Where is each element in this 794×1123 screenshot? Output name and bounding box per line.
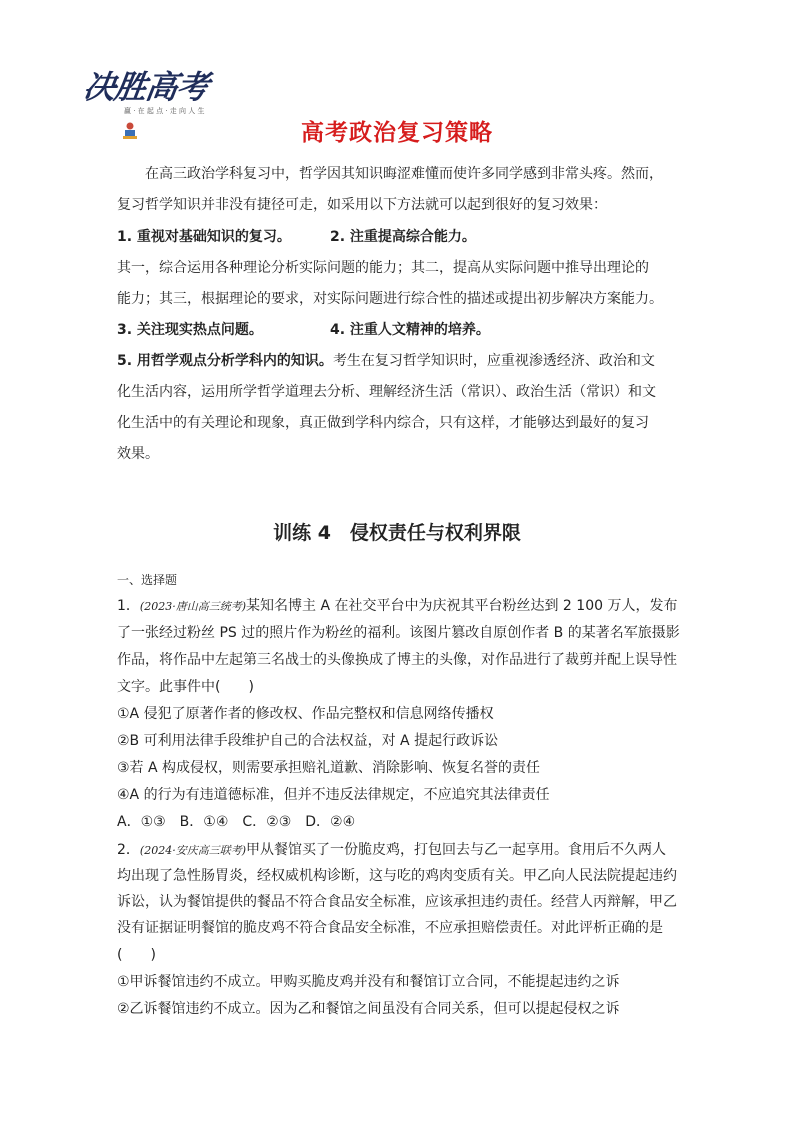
point-5-text: 考生在复习哲学知识时，应重视渗透经济、政治和文 — [332, 353, 655, 369]
intro-line-1: 在高三政治学科复习中，哲学因其知识晦涩难懂而使许多同学感到非常头疼。然而， — [145, 166, 663, 182]
point-5-heading: 5. 用哲学观点分析学科内的知识。 — [117, 353, 333, 369]
point-4: 4. 注重人文精神的培养。 — [330, 322, 490, 338]
point-5-line-1 — [117, 351, 677, 371]
q2-text-1: 甲从餐馆买了一份脆皮鸡，打包回去与乙一起享用。食用后不久两人 — [246, 842, 666, 858]
q1-option-2: ②B 可利用法律手段维护自己的合法权益，对 A 提起行政诉讼 — [117, 733, 499, 749]
q1-source: (2023·唐山高三统考) — [139, 600, 246, 613]
q2-number: 2． — [117, 842, 140, 858]
q1-number: 1． — [117, 598, 140, 614]
q2-line-3: 诉讼，认为餐馆提供的餐品不符合食品安全标准，应该承担违约责任。经营人丙辩解，甲乙 — [117, 894, 677, 910]
intro-line-2: 复习哲学知识并非没有捷径可走，如采用以下方法就可以起到很好的复习效果： — [117, 197, 607, 213]
section-label: 一、选择题 — [117, 573, 178, 587]
point-5-line-2: 化生活内容，运用所学哲学道理去分析、理解经济生活（常识）、政治生活（常识）和文 — [117, 384, 656, 400]
q2-line-5: ( ) — [117, 947, 156, 963]
q1-option-1: ①A 侵犯了原著作者的修改权、作品完整权和信息网络传播权 — [117, 706, 494, 722]
q1-option-4: ④A 的行为有违道德标准，但并不违反法律规定，不应追究其法律责任 — [117, 787, 550, 803]
logo-text: 决胜高考 — [81, 68, 211, 106]
point-2-detail-1: 其一，综合运用各种理论分析实际问题的能力；其二，提高从实际问题中推导出理论的 — [117, 260, 649, 276]
point-5-line-3: 化生活中的有关理论和现象，真正做到学科内综合，只有这样，才能够达到最好的复习 — [117, 415, 649, 431]
q1-answer-choices: A．①③ B．①④ C．②③ D．②④ — [117, 814, 356, 830]
q1-line-2: 了一张经过粉丝 PS 过的照片作为粉丝的福利。该图片篡改自原创作者 B 的某著名军旅摄影 — [117, 625, 680, 641]
page-title: 高考政治复习策略 — [301, 120, 493, 146]
q1-line-1 — [117, 596, 677, 617]
point-3: 3. 关注现实热点问题。 — [117, 322, 263, 338]
q1-line-4: 文字。此事件中( ) — [117, 679, 254, 695]
q1-option-3: ③若 A 构成侵权，则需要承担赔礼道歉、消除影响、恢复名誉的责任 — [117, 760, 541, 776]
logo-tagline: 赢 · 在 起 点 · 走 向 人 生 — [124, 107, 205, 115]
point-2: 2. 注重提高综合能力。 — [330, 229, 476, 245]
q2-source: (2024·安庆高三联考) — [139, 844, 246, 857]
point-5-line-4: 效果。 — [117, 446, 159, 462]
point-2-detail-2: 能力；其三，根据理论的要求，对实际问题进行综合性的描述或提出初步解决方案能力。 — [117, 291, 663, 307]
q2-line-1 — [117, 840, 677, 861]
q1-text-1: 某知名博主 A 在社交平台中为庆祝其平台粉丝达到 2 100 万人，发布 — [246, 598, 678, 614]
q2-option-2: ②乙诉餐馆违约不成立。因为乙和餐馆之间虽没有合同关系，但可以提起侵权之诉 — [117, 1001, 620, 1017]
q2-line-4: 没有证据证明餐馆的脆皮鸡不符合食品安全标准，不应承担赔偿责任。对此评析正确的是 — [117, 920, 663, 936]
q2-line-2: 均出现了急性肠胃炎，经权威机构诊断，这与吃的鸡肉变质有关。甲乙向人民法院提起违约 — [117, 868, 677, 884]
q2-option-1: ①甲诉餐馆违约不成立。甲购买脆皮鸡并没有和餐馆订立合同，不能提起违约之诉 — [117, 974, 620, 990]
q1-line-3: 作品，将作品中左起第三名战士的头像换成了博主的头像，对作品进行了裁剪并配上误导性 — [117, 652, 677, 668]
point-1: 1. 重视对基础知识的复习。 — [117, 229, 291, 245]
section-title: 训练 4 侵权责任与权利界限 — [273, 522, 521, 544]
